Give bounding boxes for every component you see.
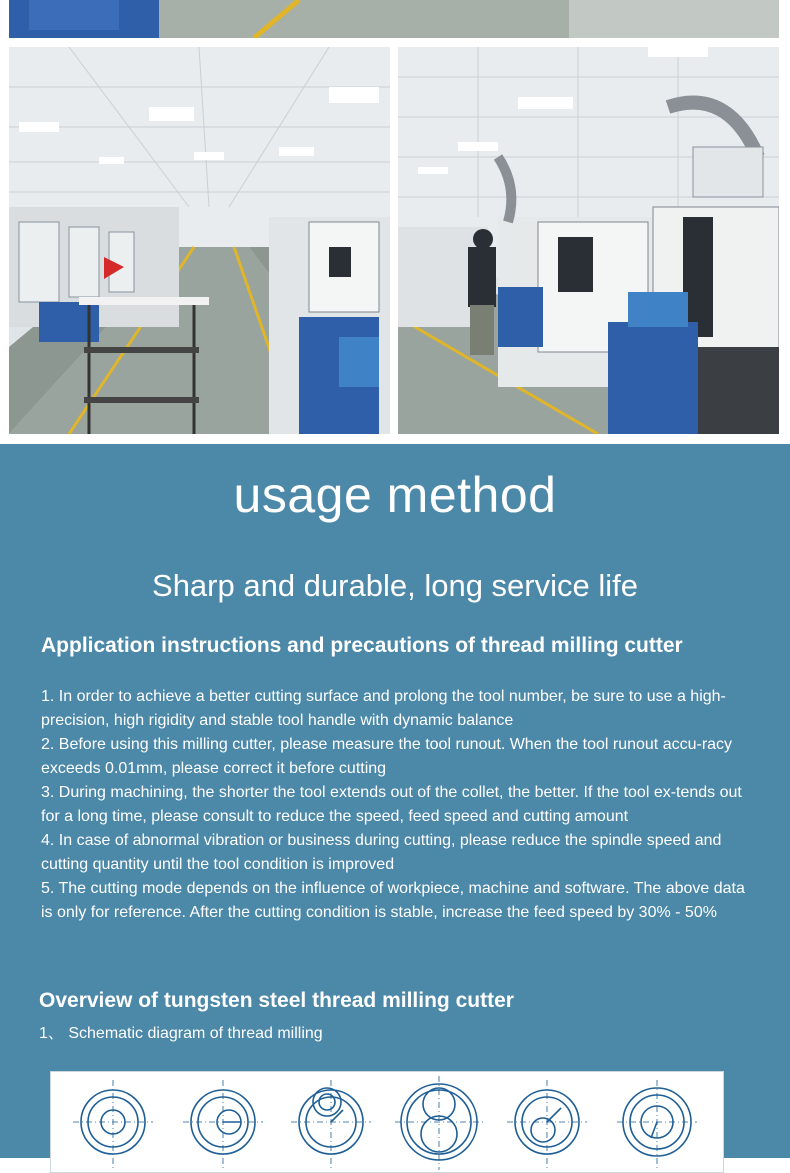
overview-heading: Overview of tungsten steel thread milling cutter <box>39 989 514 1012</box>
usage-subtitle: Sharp and durable, long service life <box>152 568 638 603</box>
schematic-step-2 <box>183 1080 263 1170</box>
instructions-list <box>41 685 757 925</box>
instruction-item: 3. During machining, the shorter the tool extends out of the collet, the better. If the tool ex-tends out for a long time, please consult to reduce the speed, feed speed and cutting amount <box>41 784 742 825</box>
factory-photo-left <box>9 47 390 434</box>
instruction-item: 2. Before using this milling cutter, please measure the tool runout. When the tool runout accu-racy exceeds 0.01mm, please correct it before cutting <box>41 736 733 777</box>
usage-panel <box>0 444 790 1158</box>
schematic-step-1 <box>73 1080 153 1170</box>
instruction-item: 1. In order to achieve a better cutting surface and prolong the tool number, be sure to use a high-precision, high rigidity and stable tool handle with dynamic balance <box>41 688 726 729</box>
schematic-step-5 <box>507 1080 587 1170</box>
instruction-item: 5. The cutting mode depends on the influence of workpiece, machine and software. The above data is only for reference. After the cutting condition is stable, increase the feed speed by 30% - 50% <box>41 880 745 921</box>
schematic-step-4 <box>395 1076 483 1170</box>
instructions-heading: Application instructions and precautions of thread milling cutter <box>41 634 683 657</box>
schematic-step-6 <box>617 1080 697 1170</box>
factory-photo-top <box>9 0 779 38</box>
thread-milling-schematic <box>51 1072 723 1172</box>
overview-item: 1、 Schematic diagram of thread milling <box>39 1025 323 1042</box>
instruction-item: 4. In case of abnormal vibration or business during cutting, please reduce the spindle speed and cutting quantity until the tool condition is improved <box>41 832 722 873</box>
usage-title: usage method <box>233 467 557 523</box>
schematic-step-3 <box>291 1080 371 1170</box>
factory-photo-right <box>398 47 779 434</box>
